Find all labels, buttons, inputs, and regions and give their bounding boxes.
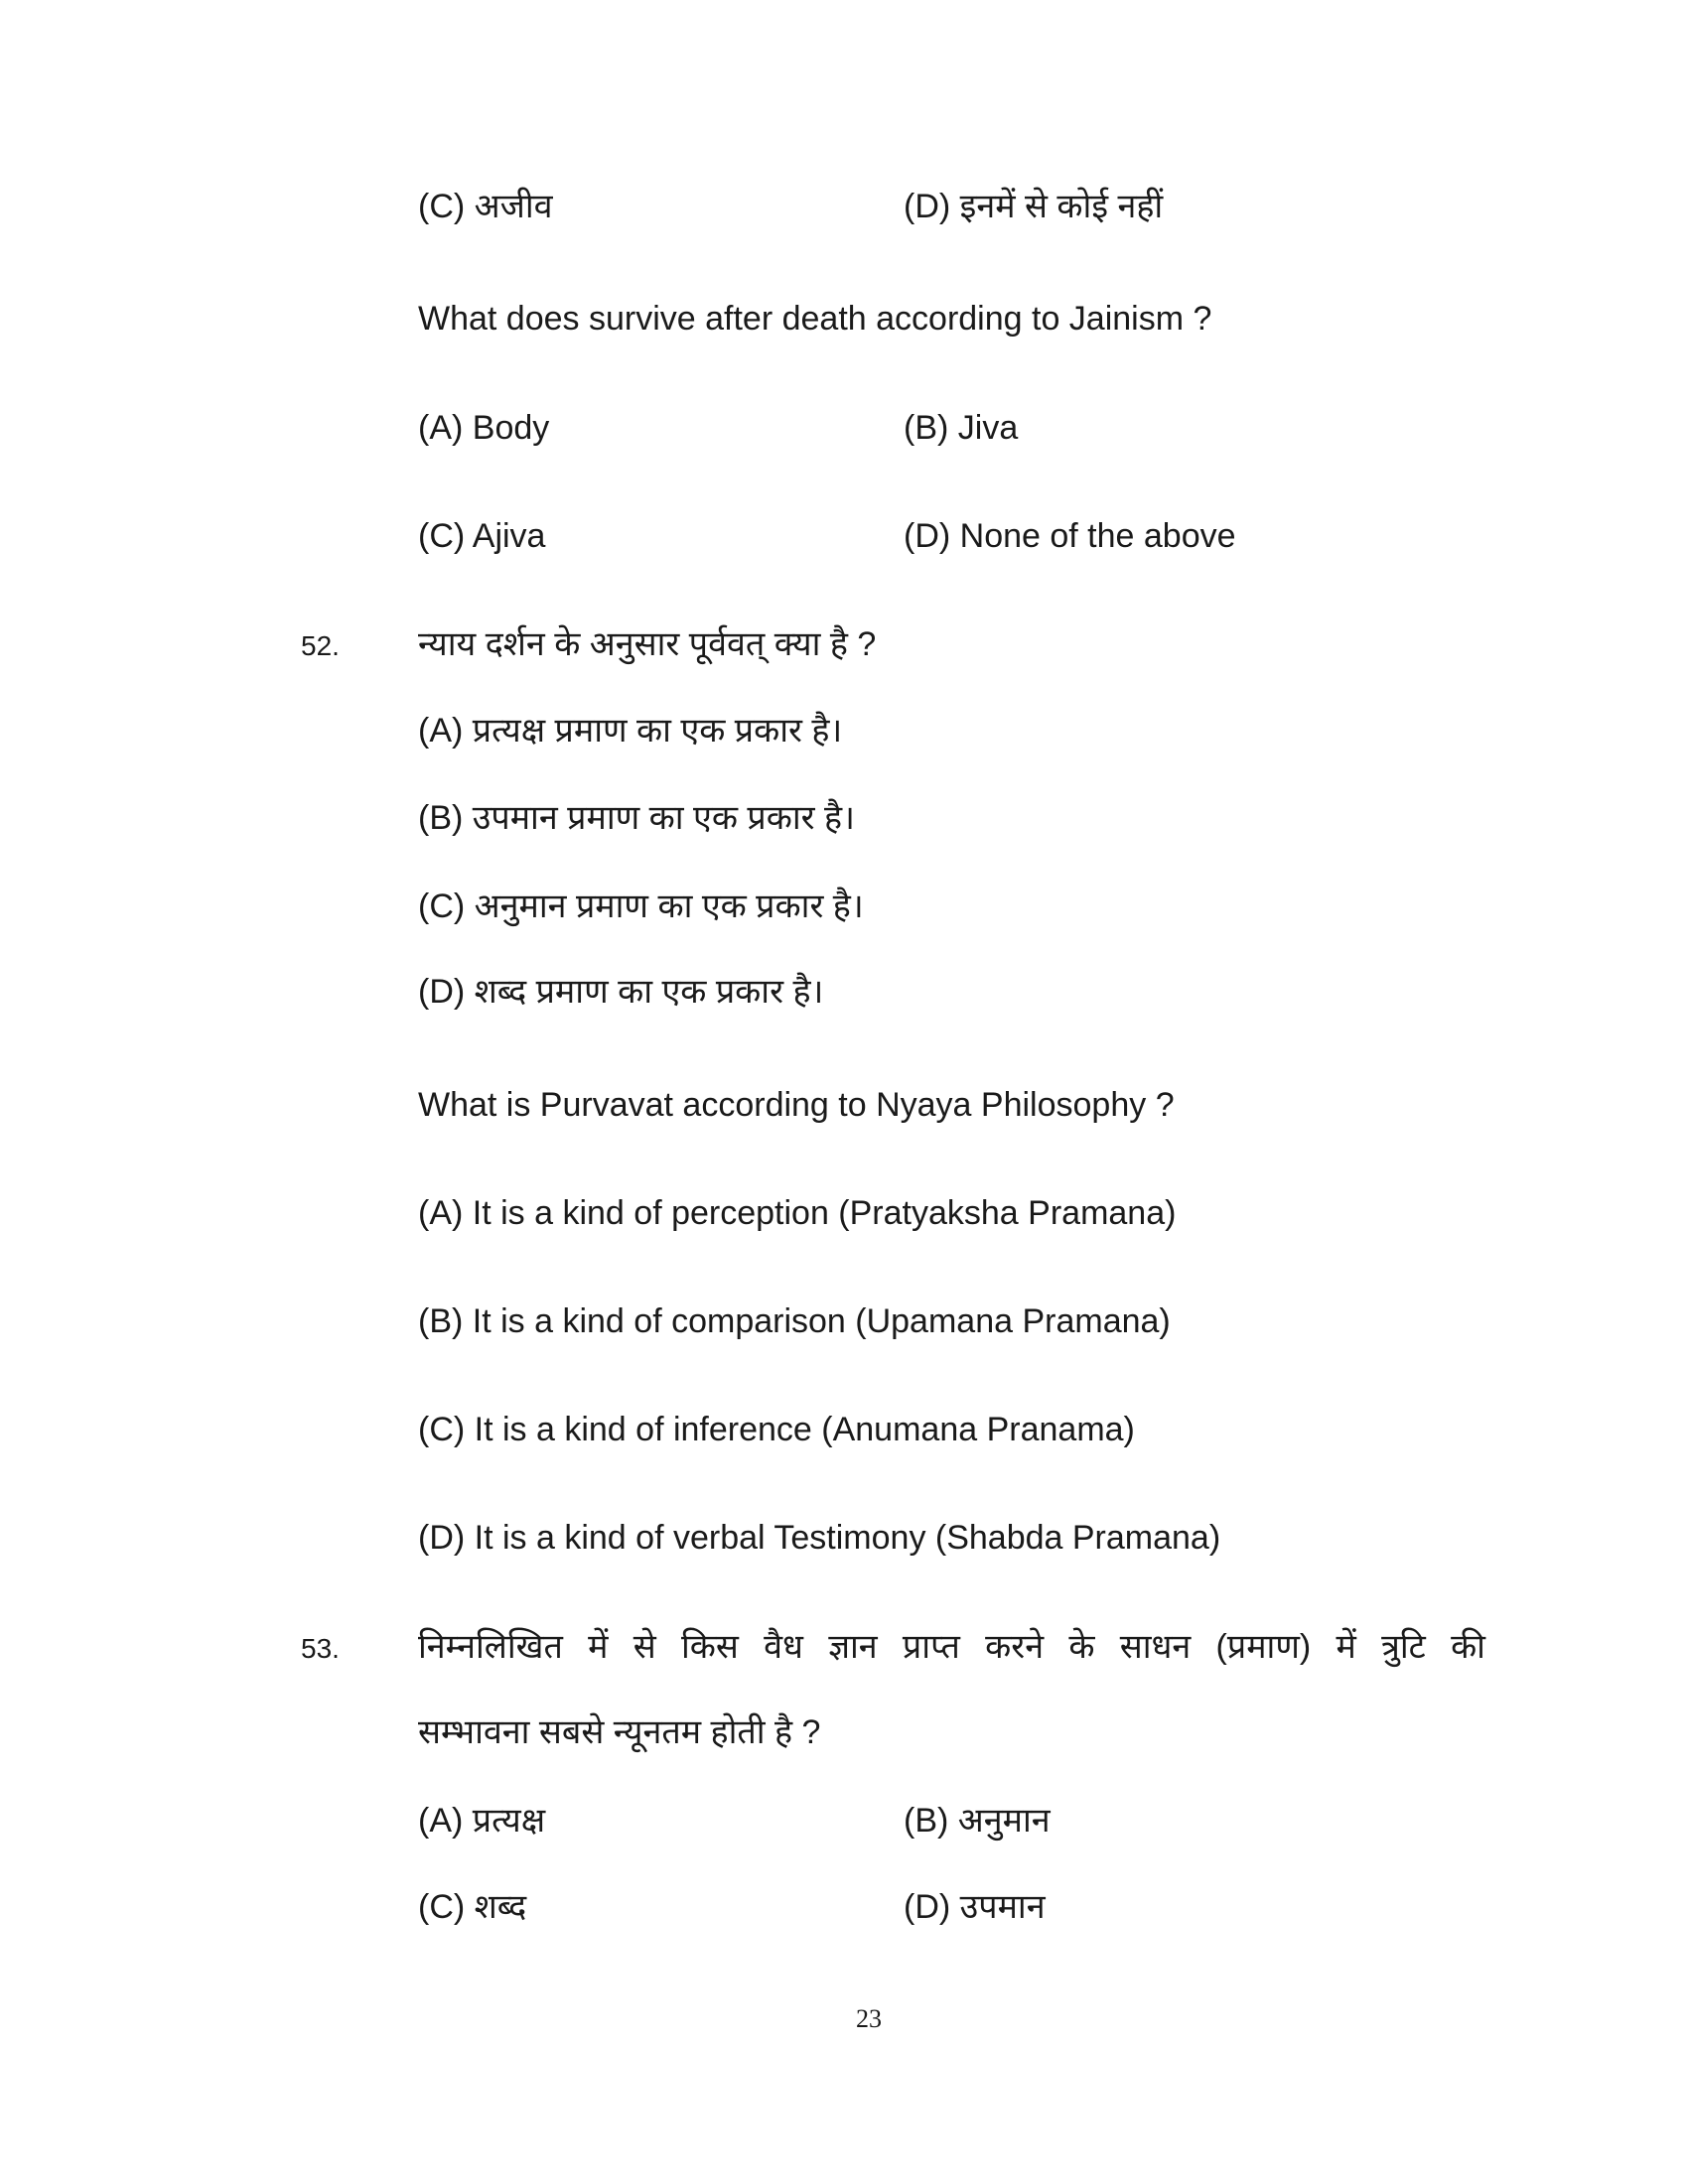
q52-hindi-question: न्याय दर्शन के अनुसार पूर्ववत् क्या है ? <box>418 625 877 663</box>
q53-hindi-option-c: (C) शब्द <box>418 1888 527 1926</box>
q51-english-option-a: (A) Body <box>418 409 550 447</box>
q51-english-option-c: (C) Ajiva <box>418 517 546 555</box>
q53-hindi-option-d: (D) उपमान <box>904 1888 1046 1926</box>
q52-english-option-b: (B) It is a kind of comparison (Upamana Pramana) <box>418 1302 1171 1340</box>
q53-hindi-option-a: (A) प्रत्यक्ष <box>418 1802 546 1840</box>
q51-english-option-b: (B) Jiva <box>904 409 1019 447</box>
q52-hindi-option-b: (B) उपमान प्रमाण का एक प्रकार है। <box>418 799 855 837</box>
q51-english-question: What does survive after death according to Jainism ? <box>418 300 1212 338</box>
q52-english-option-a: (A) It is a kind of perception (Pratyaksha Pramana) <box>418 1194 1177 1232</box>
q51-hindi-option-d: (D) इनमें से कोई नहीं <box>904 188 1164 225</box>
q53-hindi-question-line1: निम्नलिखित में से किस वैध ज्ञान प्राप्त करने के साधन (प्रमाण) में त्रुटि की <box>418 1628 1485 1666</box>
q52-english-option-d: (D) It is a kind of verbal Testimony (Shabda Pramana) <box>418 1519 1221 1557</box>
page-number: 23 <box>856 2004 882 2033</box>
q52-hindi-option-a: (A) प्रत्यक्ष प्रमाण का एक प्रकार है। <box>418 712 843 750</box>
q52-number: 52. <box>301 630 340 661</box>
q52-english-question: What is Purvavat according to Nyaya Philosophy ? <box>418 1086 1175 1124</box>
q52-english-option-c: (C) It is a kind of inference (Anumana Pranama) <box>418 1411 1135 1448</box>
q53-hindi-option-b: (B) अनुमान <box>904 1802 1051 1840</box>
q52-hindi-option-d: (D) शब्द प्रमाण का एक प्रकार है। <box>418 973 824 1011</box>
q51-hindi-option-c: (C) अजीव <box>418 188 553 225</box>
q53-hindi-question-line2: सम्भावना सबसे न्यूनतम होती है ? <box>418 1713 821 1751</box>
q51-english-option-d: (D) None of the above <box>904 517 1236 555</box>
q53-number: 53. <box>301 1633 340 1664</box>
q52-hindi-option-c: (C) अनुमान प्रमाण का एक प्रकार है। <box>418 887 864 925</box>
